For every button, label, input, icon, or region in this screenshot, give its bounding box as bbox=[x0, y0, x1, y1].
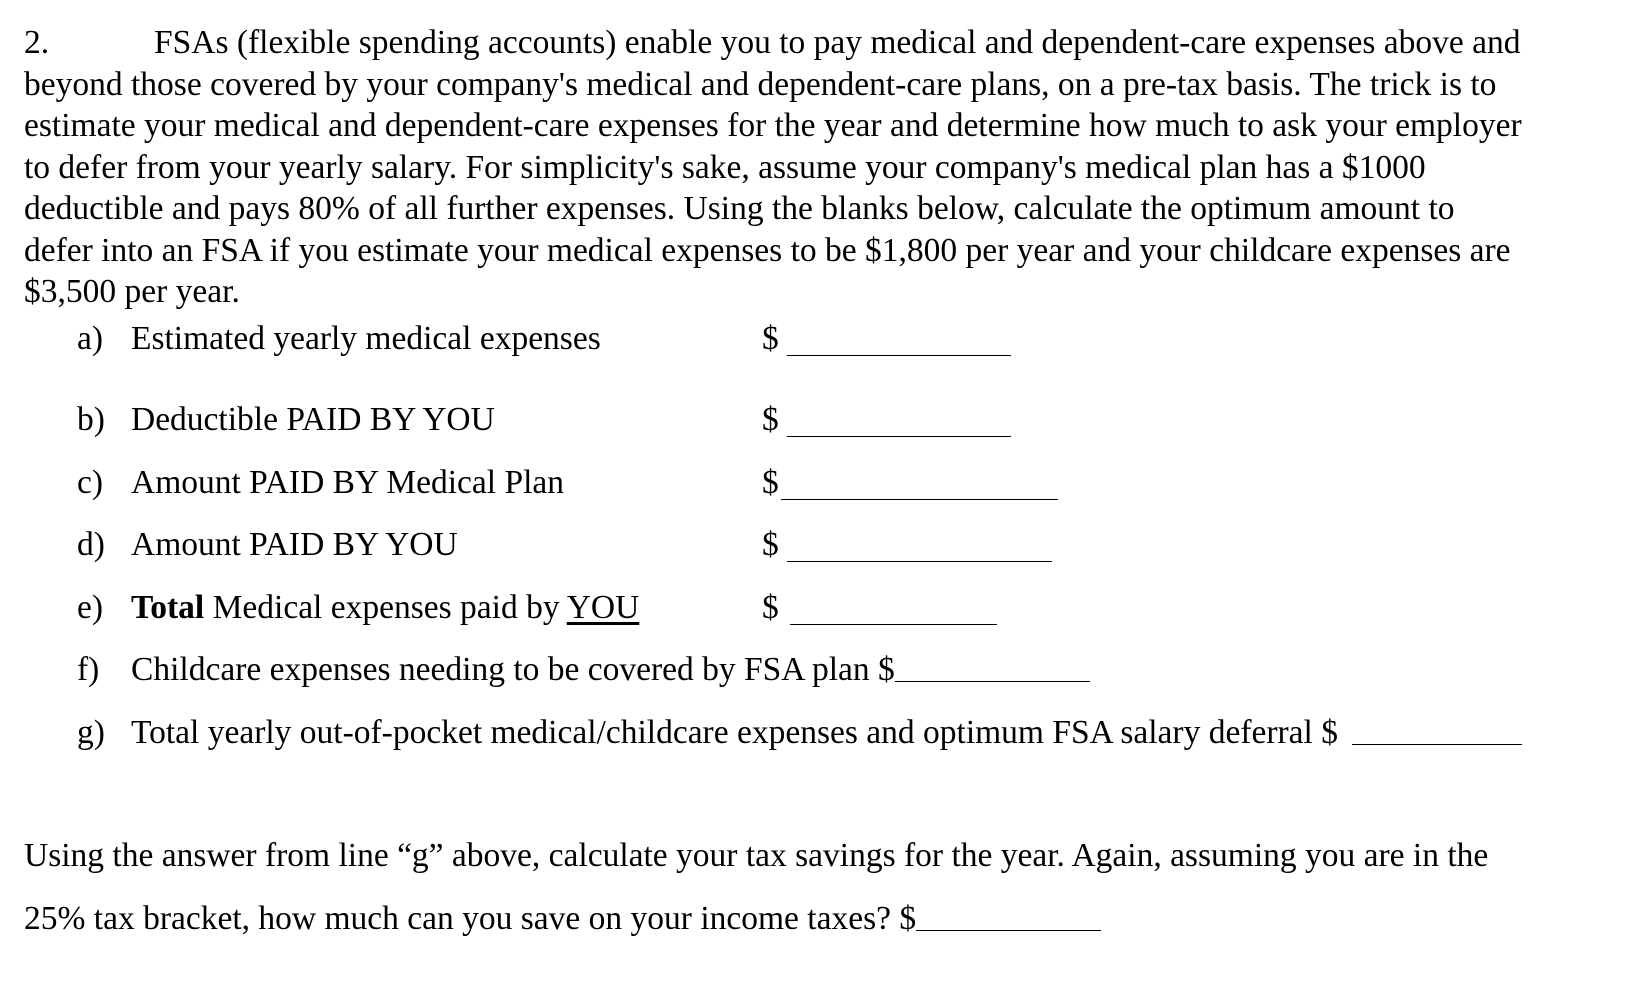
item-label-bold: Total bbox=[131, 589, 205, 626]
item-label bbox=[131, 588, 639, 628]
item-letter: b) bbox=[77, 401, 105, 438]
dollar-sign: $ bbox=[762, 401, 779, 438]
question-line-2: beyond those covered by your company's medical and dependent-care plans, on a pre-tax basis. The trick is to bbox=[24, 65, 1497, 103]
answer-blank-g[interactable] bbox=[1352, 743, 1522, 745]
item-letter: g) bbox=[77, 714, 105, 751]
dollar-sign: $ bbox=[762, 320, 779, 357]
question-line-3: estimate your medical and dependent-care expenses for the year and determine how much to ask your employer bbox=[24, 107, 1522, 144]
item-label: Total yearly out-of-pocket medical/childcare expenses and optimum FSA salary deferral $ bbox=[131, 713, 1522, 753]
item-label-mid: Medical expenses paid by bbox=[204, 589, 567, 626]
answer-blank-e[interactable] bbox=[790, 624, 997, 625]
item-letter: d) bbox=[77, 526, 105, 563]
answer-blank-c[interactable] bbox=[781, 499, 1058, 500]
followup-line-1: Using the answer from line “g” above, calculate your tax savings for the year. Again, assuming you are in the bbox=[24, 837, 1489, 874]
item-letter: a) bbox=[77, 320, 104, 357]
item-letter: f) bbox=[77, 651, 100, 688]
answer-blank-d[interactable] bbox=[787, 561, 1052, 562]
item-label: Amount PAID BY Medical Plan bbox=[131, 464, 565, 501]
question-line-7: $3,500 per year. bbox=[24, 273, 240, 310]
item-label: Deductible PAID BY YOU bbox=[131, 401, 495, 438]
question-paragraph bbox=[24, 22, 1624, 313]
answer-blank-b[interactable] bbox=[787, 436, 1011, 437]
answer-blank-f[interactable] bbox=[895, 680, 1090, 682]
item-label-underlined: YOU bbox=[566, 589, 640, 626]
dollar-sign: $ bbox=[762, 464, 779, 501]
item-letter: e) bbox=[77, 589, 104, 626]
question-line-4: to defer from your yearly salary. For simplicity's sake, assume your company's medical plan has a $1000 bbox=[24, 148, 1426, 186]
question-line-6: defer into an FSA if you estimate your medical expenses to be $1,800 per year and your childcare expenses are bbox=[24, 231, 1511, 269]
question-line-1: 2. FSAs (flexible spending accounts) enable you to pay medical and dependent-care expenses above and bbox=[24, 22, 1624, 64]
question-line-5: deductible and pays 80% of all further expenses. Using the blanks below, calculate the optimum amount to bbox=[24, 190, 1455, 227]
item-label: Childcare expenses needing to be covered by FSA plan $ bbox=[131, 650, 1090, 690]
followup-line-2: 25% tax bracket, how much can you save on your income taxes? $ bbox=[24, 899, 1101, 939]
dollar-sign: $ bbox=[762, 589, 779, 626]
item-label: Amount PAID BY YOU bbox=[131, 526, 458, 563]
answer-blank-tax-savings[interactable] bbox=[916, 929, 1101, 931]
answer-blank-a[interactable] bbox=[787, 355, 1011, 356]
item-label: Estimated yearly medical expenses bbox=[131, 320, 601, 357]
question-number: 2. bbox=[24, 24, 50, 61]
item-letter: c) bbox=[77, 464, 104, 501]
dollar-sign: $ bbox=[762, 526, 779, 563]
